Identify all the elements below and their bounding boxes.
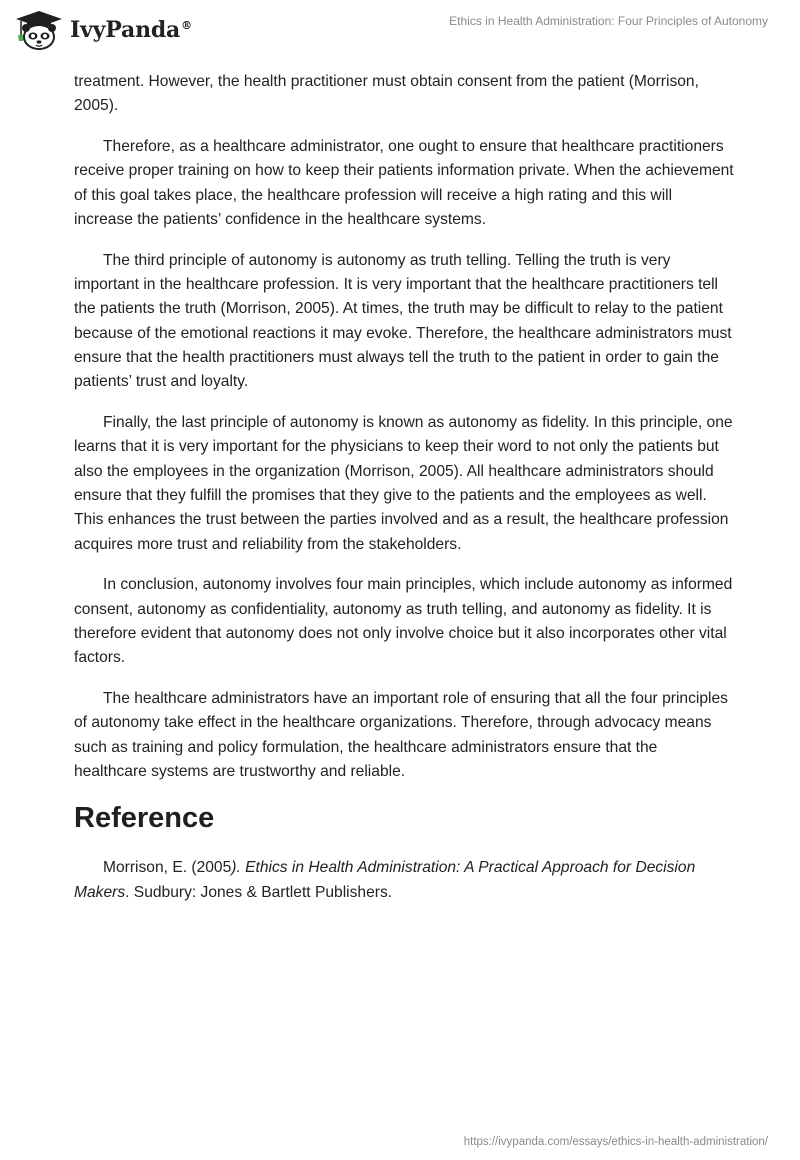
reference-publisher: . Sudbury: Jones & Bartlett Publishers. [125, 883, 393, 901]
paragraph: Therefore, as a healthcare administrator, one ought to ensure that healthcare practitioners receive proper training on how to keep their patients information private. When the achievement of this goal takes place, the healthcare profession will receive a high rating and this will increase the patients’ confidence in the healthcare systems. [74, 138, 734, 228]
running-title: Ethics in Health Administration: Four Principles of Autonomy [449, 14, 768, 28]
ivypanda-logo[interactable] [14, 9, 192, 51]
reference-entry [74, 855, 734, 905]
paragraph: In conclusion, autonomy involves four main principles, which include autonomy as informed consent, autonomy as confidentiality, autonomy as truth telling, and autonomy as fidelity. It is therefore evident that autonomy does not only involve choice but it also incorporates other vital factors. [74, 576, 733, 667]
reference-author: Morrison, E. (2005 [103, 858, 232, 876]
paragraph: The third principle of autonomy is autonomy as truth telling. Telling the truth is very important in the healthcare profession. It is very important that the healthcare practitioners tell the patients the truth (Morrison, 2005). At times, the truth may be difficult to relay to the patient because of the emotional reactions it may evoke. Therefore, the healthcare administrators must ensure that the health practitioners must always tell the truth to the patient in order to gain the patients’ trust and loyalty. [74, 251, 732, 391]
page-header [0, 0, 800, 64]
panda-graduation-icon [14, 9, 64, 51]
reference-heading: Reference [74, 801, 215, 834]
footer-url-link[interactable]: https://ivypanda.com/essays/ethics-in-health-administration/ [463, 1136, 768, 1148]
paragraph: The healthcare administrators have an important role of ensuring that all the four principles of autonomy take effect in the healthcare organizations. Therefore, through advocacy means such as training and policy formulation, the healthcare administrators ensure that the healthcare systems are trustworthy and reliable. [74, 690, 728, 780]
essay-content [74, 70, 734, 905]
paragraph: Finally, the last principle of autonomy is known as autonomy as fidelity. In this principle, one learns that it is very important for the physicians to keep their word to not only the patients but also the employees in the organization (Morrison, 2005). All healthcare administrators should ensure that they fulfill the promises that they give to the patients and the employees as well. This enhances the trust between the parties involved and as a result, the healthcare profession acquires more trust and reliability from the stakeholders. [74, 414, 733, 553]
paragraph: treatment. However, the health practitioner must obtain consent from the patient (Morrison, 2005). [74, 73, 699, 115]
logo-wordmark: IvyPanda® [70, 17, 192, 43]
reference-title: ). Ethics in Health Administration: A Practical Approach for Decision Makers [74, 858, 696, 901]
